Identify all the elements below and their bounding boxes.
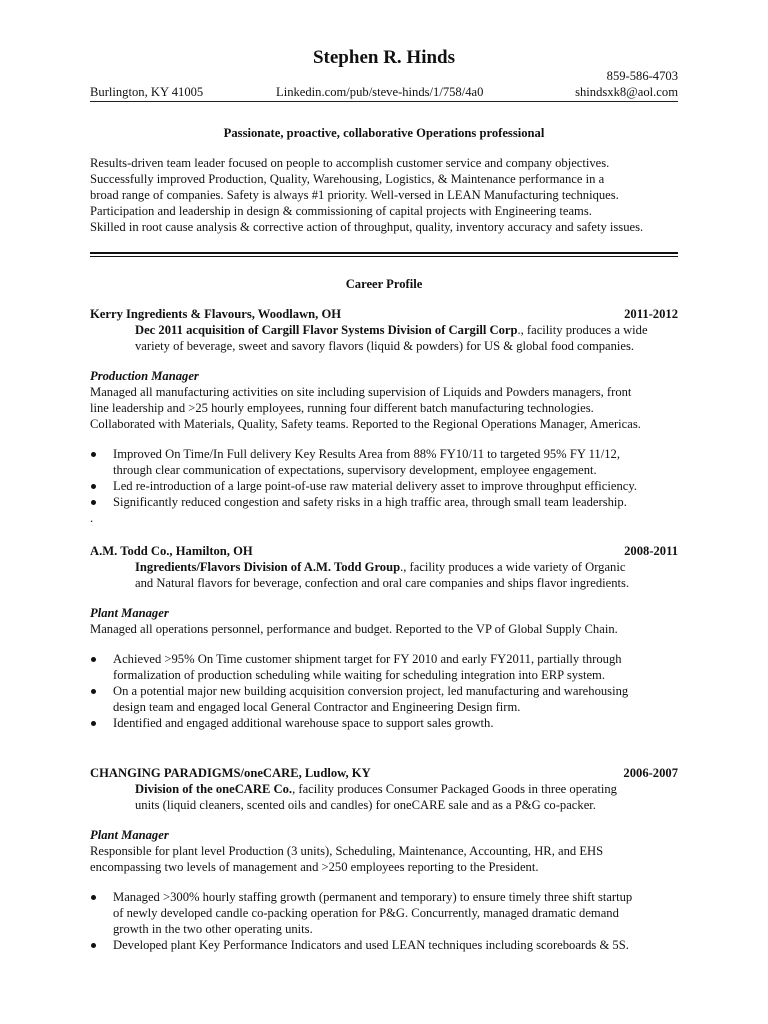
company-description bbox=[135, 781, 678, 813]
achievement-item: Achieved >95% On Time customer shipment target for FY 2010 and early FY2011, partially through formalization of production scheduling while waiting for scheduling integration into ERP system. bbox=[90, 651, 678, 683]
role-description-line: Managed all manufacturing activities on site including supervision of Liquids and Powders managers, front bbox=[90, 385, 632, 399]
job-entry bbox=[90, 306, 678, 526]
tagline: Passionate, proactive, collaborative Operations professional bbox=[223, 126, 545, 140]
bullet-icon bbox=[91, 689, 96, 694]
bullet-icon bbox=[91, 943, 96, 948]
job-header bbox=[90, 543, 678, 559]
achievement-item: Identified and engaged additional warehouse space to support sales growth. bbox=[90, 715, 678, 731]
job-header bbox=[90, 765, 678, 781]
linkedin-link[interactable]: Linkedin.com/pub/steve-hinds/1/758/4a0 bbox=[276, 85, 484, 99]
role-description-line: line leadership and >25 hourly employees, running four different batch manufacturing technologies. bbox=[90, 401, 594, 415]
company-description-text: and Natural flavors for beverage, confection and oral care companies and ships flavor ingredients. bbox=[135, 576, 630, 590]
achievement-item: Developed plant Key Performance Indicators and used LEAN techniques including scoreboards & 5S. bbox=[90, 937, 678, 953]
phone-number: 859-586-4703 bbox=[606, 69, 678, 83]
achievement-list bbox=[90, 651, 678, 731]
achievement-item: Managed >300% hourly staffing growth (permanent and temporary) to ensure timely three shift startup of newly developed candle co-packing operation for P&G. Concurrently, managed dramatic demand growth in the two other operating units. bbox=[90, 889, 678, 937]
section-title: Career Profile bbox=[345, 277, 423, 291]
role-title: Plant Manager bbox=[90, 828, 169, 842]
company-description-bold: Dec 2011 acquisition of Cargill Flavor Systems Division of Cargill Corp bbox=[135, 323, 518, 337]
role-description-line: encompassing two levels of management and >250 employees reporting to the President. bbox=[90, 860, 539, 874]
summary-line: Participation and leadership in design & commissioning of capital projects with Engineering teams. bbox=[90, 204, 592, 218]
summary-line: Successfully improved Production, Quality, Warehousing, Logistics, & Maintenance performance in a bbox=[90, 172, 605, 186]
achievement-list bbox=[90, 889, 678, 953]
company-description bbox=[135, 322, 678, 354]
candidate-name: Stephen R. Hinds bbox=[312, 47, 456, 68]
role-title: Production Manager bbox=[90, 369, 199, 383]
achievement-item: Led re-introduction of a large point-of-use raw material delivery asset to improve throughput efficiency. bbox=[90, 478, 678, 494]
role-description bbox=[90, 384, 678, 432]
company-description-text: ., facility produces a wide bbox=[517, 323, 648, 337]
company-name: Kerry Ingredients & Flavours, Woodlawn, OH bbox=[90, 307, 342, 321]
job-years: 2008-2011 bbox=[624, 544, 678, 558]
role-description-line: Responsible for plant level Production (3 units), Scheduling, Maintenance, Accounting, HR, and EHS bbox=[90, 844, 604, 858]
role-description-line: Managed all operations personnel, performance and budget. Reported to the VP of Global Supply Chain. bbox=[90, 622, 618, 636]
summary bbox=[90, 155, 678, 235]
summary-line: Skilled in root cause analysis & corrective action of throughput, quality, inventory accuracy and safety issues. bbox=[90, 220, 644, 234]
summary-line: Results-driven team leader focused on people to accomplish customer service and company objectives. bbox=[90, 156, 610, 170]
bullet-icon bbox=[91, 452, 96, 457]
company-description-bold: Ingredients/Flavors Division of A.M. Todd Group bbox=[135, 560, 401, 574]
achievement-item: On a potential major new building acquisition conversion project, led manufacturing and warehousing design team and engaged local General Contractor and Engineering Design firm. bbox=[90, 683, 678, 715]
company-name: CHANGING PARADIGMS/oneCARE, Ludlow, KY bbox=[90, 766, 371, 780]
role-description-line: Collaborated with Materials, Quality, Safety teams. Reported to the Regional Operations Manager, Americas. bbox=[90, 417, 641, 431]
header-divider bbox=[90, 101, 678, 102]
email-address[interactable]: shindsxk8@aol.com bbox=[575, 85, 678, 99]
company-description-text: , facility produces Consumer Packaged Goods in three operating bbox=[292, 782, 617, 796]
company-description-text: ., facility produces a wide variety of Organic bbox=[400, 560, 626, 574]
company-description bbox=[135, 559, 678, 591]
section-divider bbox=[90, 252, 678, 257]
stray-period: . bbox=[90, 511, 94, 525]
job-entry bbox=[90, 765, 678, 953]
company-description-bold: Division of the oneCARE Co. bbox=[135, 782, 293, 796]
job-entry bbox=[90, 543, 678, 731]
achievement-item: Significantly reduced congestion and safety risks in a high traffic area, through small team leadership. bbox=[90, 494, 678, 510]
bullet-icon bbox=[91, 657, 96, 662]
role-title: Plant Manager bbox=[90, 606, 169, 620]
bullet-icon bbox=[91, 895, 96, 900]
achievement-item: Improved On Time/In Full delivery Key Results Area from 88% FY10/11 to targeted 95% FY 11/12, through clear communication of expectations, supervisory development, employee engagement. bbox=[90, 446, 678, 478]
job-years: 2011-2012 bbox=[624, 307, 678, 321]
achievement-list bbox=[90, 446, 678, 510]
summary-line: broad range of companies. Safety is always #1 priority. Well-versed in LEAN Manufacturing techniques. bbox=[90, 188, 619, 202]
bullet-icon bbox=[91, 484, 96, 489]
contact-line bbox=[90, 66, 678, 102]
company-description-text: units (liquid cleaners, scented oils and candles) for oneCARE sale and as a P&G co-packer. bbox=[135, 798, 596, 812]
bullet-icon bbox=[91, 500, 96, 505]
company-description-text: variety of beverage, sweet and savory flavors (liquid & powders) for US & global food companies. bbox=[135, 339, 635, 353]
role-description bbox=[90, 621, 678, 637]
job-header bbox=[90, 306, 678, 322]
role-description bbox=[90, 843, 678, 875]
address: Burlington, KY 41005 bbox=[90, 85, 204, 99]
company-name: A.M. Todd Co., Hamilton, OH bbox=[90, 544, 253, 558]
job-years: 2006-2007 bbox=[623, 766, 678, 780]
bullet-icon bbox=[91, 721, 96, 726]
